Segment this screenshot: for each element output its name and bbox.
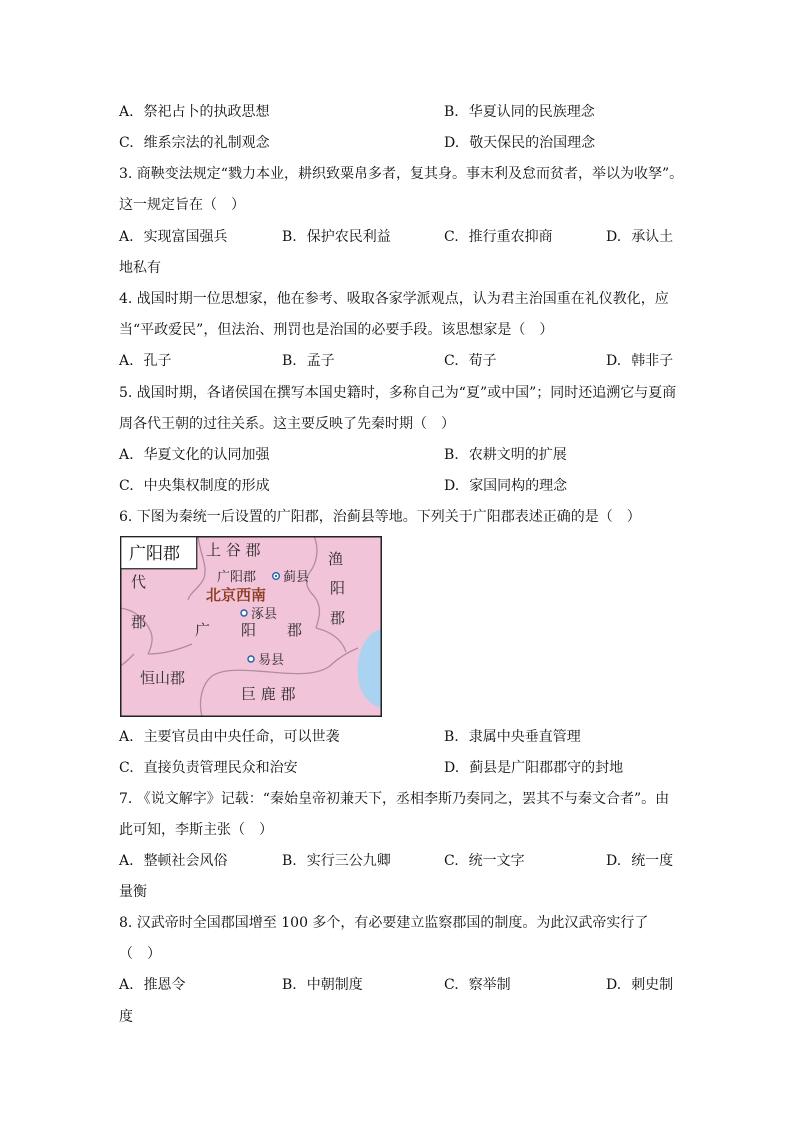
guangyang-commandery-map: [120, 536, 382, 717]
q7-stem: 7. 《说文解字》记载：“秦始皇帝初兼天下，丞相李斯乃奏同之，罢其不与秦文合者”。由: [119, 791, 670, 807]
q4-option-d: D. 韩非子: [606, 353, 674, 369]
capital-label: 广阳郡: [217, 570, 257, 585]
q7-option-a: A. 整顿社会风俗: [119, 853, 228, 869]
city-ji-marker-dot: [275, 575, 277, 577]
q6-option-d: D. 蓟县是广阳郡郡守的封地: [444, 760, 624, 776]
q7-option-c: C. 统一文字: [444, 853, 525, 869]
city-zhuo-label: 涿县: [251, 607, 278, 622]
q3-option-c: C. 推行重农抑商: [444, 229, 553, 245]
region-yuyang-jun: 郡: [330, 609, 346, 627]
region-dai: 代: [131, 573, 147, 591]
q6-stem: 6. 下图为秦统一后设置的广阳郡，治蓟县等地。下列关于广阳郡表述正确的是（ ）: [119, 509, 641, 525]
map-title: 广阳郡: [129, 544, 180, 564]
region-guangyang-jun: 郡: [287, 621, 303, 639]
q5-option-a: A. 华夏文化的认同加强: [119, 447, 270, 463]
region-shanggu: 上 谷 郡: [206, 541, 261, 559]
q7-option-b: B. 实行三公九卿: [282, 853, 391, 869]
location-note: 北京西南: [206, 586, 267, 604]
q6-option-b: B. 隶属中央垂直管理: [444, 729, 581, 745]
q8-stem-cont: （ ）: [119, 946, 161, 962]
q2-option-d: D. 敬天保民的治国理念: [444, 135, 596, 151]
q3-stem-cont: 这一规定旨在（ ）: [119, 197, 245, 213]
city-yi-label: 易县: [258, 653, 285, 668]
q8-option-a: A. 推恩令: [119, 977, 186, 993]
q3-option-a: A. 实现富国强兵: [119, 229, 228, 245]
q2-option-a: A. 祭祀占卜的执政思想: [119, 104, 270, 120]
q3-option-d: D. 承认土: [606, 229, 674, 245]
region-yuyang-yang: 阳: [330, 579, 346, 597]
q5-stem-cont: 周各代王朝的过往关系。这主要反映了先秦时期（ ）: [119, 416, 455, 432]
region-dai-jun: 郡: [131, 613, 147, 631]
q2-option-c: C. 维系宗法的礼制观念: [119, 135, 270, 151]
q3-stem: 3. 商鞅变法规定“戮力本业，耕织致粟帛多者，复其身。事末利及怠而贫者，举以为收孥”。: [119, 166, 684, 182]
q5-option-b: B. 农耕文明的扩展: [444, 447, 567, 463]
q3-option-b: B. 保护农民利益: [282, 229, 391, 245]
q4-option-c: C. 荀子: [444, 353, 497, 369]
q6-option-c: C. 直接负责管理民众和治安: [119, 760, 298, 776]
q8-stem: 8. 汉武帝时全国郡国增至 100 多个，有必要建立监察郡国的制度。为此汉武帝实行了: [119, 915, 649, 931]
q2-option-b: B. 华夏认同的民族理念: [444, 104, 595, 120]
q8-option-d-wrap: 度: [119, 1009, 133, 1025]
city-ji-label: 蓟县: [283, 570, 310, 585]
q8-option-b: B. 中朝制度: [282, 977, 363, 993]
region-guangyang-guang: 广: [195, 621, 211, 639]
q3-option-d-wrap: 地私有: [119, 260, 161, 276]
q5-option-d: D. 家国同构的理念: [444, 478, 568, 494]
q5-option-c: C. 中央集权制度的形成: [119, 478, 270, 494]
city-yi-marker: [248, 656, 254, 662]
q8-option-d: D. 刺史制: [606, 977, 674, 993]
q5-stem: 5. 战国时期，各诸侯国在撰写本国史籍时，多称自己为“夏”或中国”；同时还追溯它与夏商: [119, 385, 677, 401]
q7-option-d-wrap: 量衡: [119, 884, 147, 900]
q4-stem-cont: 当“平政爱民”，但法治、刑罚也是治国的必要手段。该思想家是（ ）: [119, 322, 554, 338]
region-julu: 巨 鹿 郡: [241, 685, 296, 703]
q8-option-c: C. 察举制: [444, 977, 511, 993]
region-hengshan: 恒山郡: [140, 669, 186, 687]
q6-option-a: A. 主要官员由中央任命，可以世袭: [119, 729, 340, 745]
region-yu: 渔: [328, 550, 344, 568]
city-zhuo-marker: [241, 610, 247, 616]
region-guangyang-yang: 阳: [241, 621, 257, 639]
q4-option-b: B. 孟子: [282, 353, 335, 369]
q4-stem: 4. 战国时期一位思想家，他在参考、吸取各家学派观点，认为君主治国重在礼仪教化，应: [119, 291, 669, 307]
q7-stem-cont: 此可知，李斯主张（ ）: [119, 822, 273, 838]
q7-option-d: D. 统一度: [606, 853, 674, 869]
q4-option-a: A. 孔子: [119, 353, 172, 369]
